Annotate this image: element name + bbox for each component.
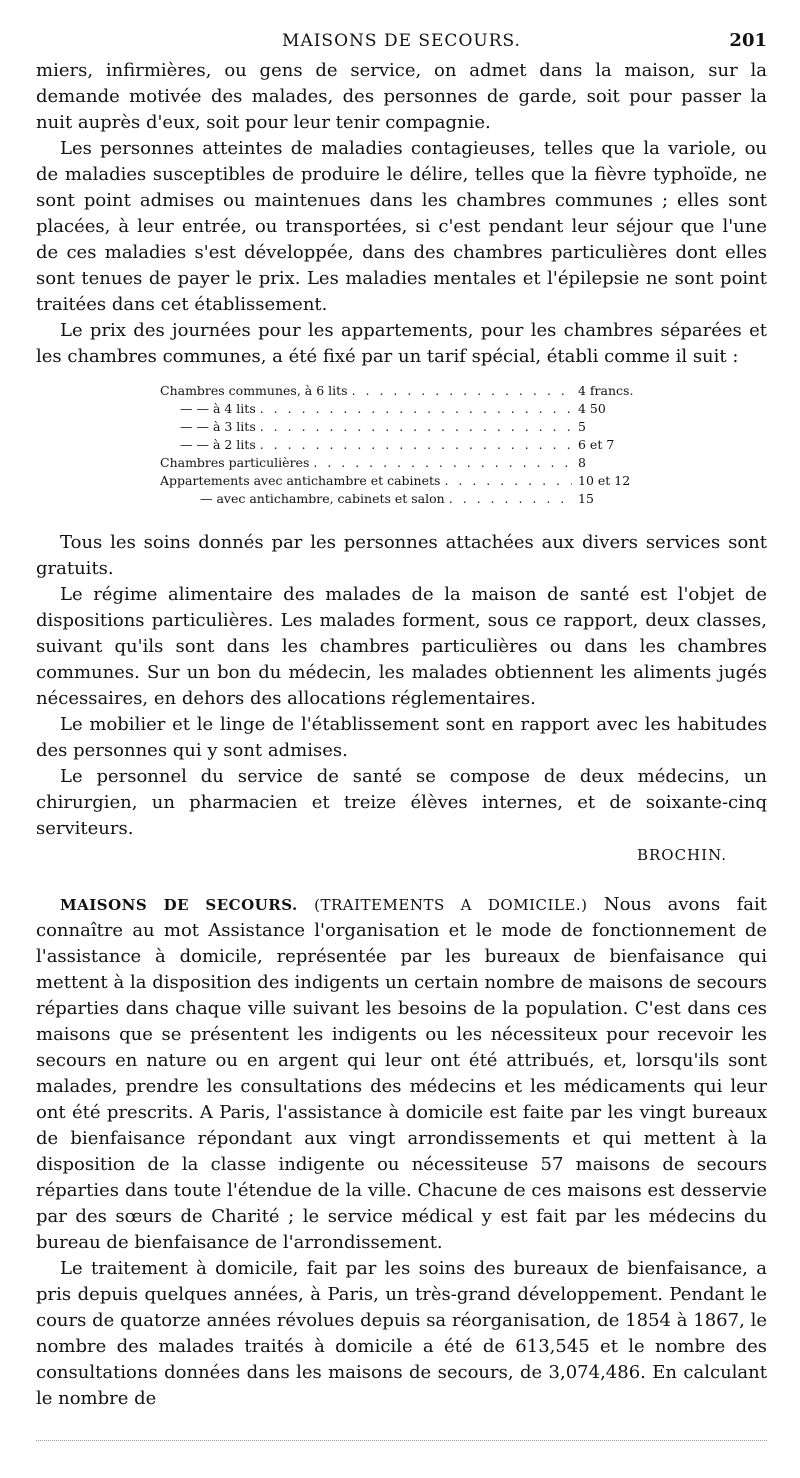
tariff-row	[160, 382, 660, 400]
tariff-price: 5	[578, 419, 586, 434]
tariff-row	[160, 400, 660, 418]
tariff-price: 4 50	[578, 401, 606, 416]
author-signature: BROCHIN.	[636, 846, 727, 864]
tariff-leader-dots	[444, 472, 572, 490]
paragraph-continued: miers, infirmières, ou gens de service, on admet dans la maison, sur la demande motivée des malades, des personnes de garde, soit pour passer la nuit auprès d'eux, soit pour leur tenir compagnie.	[36, 60, 767, 133]
section-subtitle: (TRAITEMENTS A DOMICILE.)	[314, 896, 588, 914]
running-title: MAISONS DE SECOURS.	[282, 31, 521, 51]
tariff-row	[160, 418, 660, 436]
footer-dotted-rule	[36, 1440, 767, 1441]
tariff-label: — — à 2 lits	[180, 437, 256, 452]
tariff-table	[160, 382, 660, 508]
paragraph-furniture: Le mobilier et le linge de l'établissement sont en rapport avec les habitudes des personnes qui y sont admises.	[36, 714, 767, 761]
tariff-label: — — à 4 lits	[180, 401, 256, 416]
tariff-label: — — à 3 lits	[180, 419, 256, 434]
paragraph-tariff-intro: Le prix des journées pour les appartements, pour les chambres séparées et les chambres communes, a été fixé par un tarif spécial, établi comme il suit :	[36, 320, 767, 367]
section-maisons-de-secours	[36, 892, 767, 1412]
tariff-row	[160, 472, 660, 490]
tariff-price: 6 et 7	[578, 437, 615, 452]
tariff-leader-dots	[260, 436, 572, 454]
tariff-price: 4 francs.	[578, 383, 634, 398]
paragraph-staff: Le personnel du service de santé se compose de deux médecins, un chirurgien, un pharmacien et treize élèves internes, et de soixante-cinq serviteurs.	[36, 766, 767, 839]
book-page	[36, 24, 767, 1412]
tariff-leader-dots	[352, 382, 572, 400]
page-number: 201	[729, 30, 767, 51]
section-second-paragraph: Le traitement à domicile, fait par les soins des bureaux de bienfaisance, a pris depuis quelques années, à Paris, un très-grand développement. Pendant le cours de quatorze années révolues depuis sa réorganisation, de 1854 à 1867, le nombre des malades traités à domicile a été de 613,545 et le nombre des consultations données dans les maisons de secours, de 3,074,486. En calculant le nombre de	[36, 1258, 767, 1409]
section-first-paragraph-text: Nous avons fait connaître au mot Assistance l'organisation et le mode de fonctionnement de l'assistance à domicile, représentée par les bureaux de bienfaisance qui mettent à la disposition des indigents un certain nombre de maisons de secours réparties dans chaque ville suivant les besoins de la population. C'est dans ces maisons que se présentent les indigents ou les nécessiteux pour recevoir les secours en nature ou en argent qui leur ont été attribués, et, lorsqu'ils sont malades, prendre les consultations des médecins et les médicaments qui leur ont été prescrits. A Paris, l'assistance à domicile est faite par les vingt bureaux de bienfaisance répondant aux vingt arrondissements et qui mettent à la disposition de la classe indigente ou nécessiteuse 57 maisons de secours réparties dans toute l'étendue de la ville. Chacune de ces maisons est desservie par des sœurs de Charité ; le service médical y est fait par les médecins du bureau de bienfaisance de l'arrondissement.	[36, 894, 767, 1253]
paragraph-contagious-diseases: Les personnes atteintes de maladies contagieuses, telles que la variole, ou de maladies susceptibles de produire le délire, telles que la fièvre typhoïde, ne sont point admises ou maintenues dans les chambres communes ; elles sont placées, à leur entrée, ou transportées, si c'est pendant leur séjour que l'une de ces maladies s'est développée, dans des chambres particulières dont elles sont tenues de payer le prix. Les maladies mentales et l'épilepsie ne sont point traitées dans cet établissement.	[36, 138, 767, 315]
tariff-label: Chambres particulières	[160, 455, 310, 470]
body-text	[36, 58, 767, 370]
tariff-row	[160, 436, 660, 454]
tariff-leader-dots	[313, 454, 572, 472]
section-title: MAISONS DE SECOURS.	[60, 896, 298, 914]
section-first-paragraph	[36, 892, 767, 1256]
body-text	[36, 530, 767, 842]
tariff-price: 10 et 12	[578, 473, 631, 488]
paragraph-diet: Le régime alimentaire des malades de la maison de santé est l'objet de dispositions particulières. Les malades forment, sous ce rapport, deux classes, suivant qu'ils sont dans les chambres particulières ou dans les chambres communes. Sur un bon du médecin, les malades obtiennent les aliments jugés nécessaires, en dehors des allocations réglementaires.	[36, 584, 767, 709]
tariff-row	[160, 454, 660, 472]
tariff-label: Appartements avec antichambre et cabinets	[160, 473, 441, 488]
tariff-label: Chambres communes, à 6 lits	[160, 383, 348, 398]
running-head	[36, 24, 767, 58]
tariff-row	[160, 490, 660, 508]
tariff-price: 15	[578, 491, 594, 506]
tariff-leader-dots	[260, 400, 572, 418]
tariff-label: — avec antichambre, cabinets et salon	[200, 491, 445, 506]
tariff-leader-dots	[260, 418, 572, 436]
paragraph-free-care: Tous les soins donnés par les personnes attachées aux divers services sont gratuits.	[36, 532, 767, 579]
tariff-price: 8	[578, 455, 586, 470]
tariff-leader-dots	[449, 490, 572, 508]
